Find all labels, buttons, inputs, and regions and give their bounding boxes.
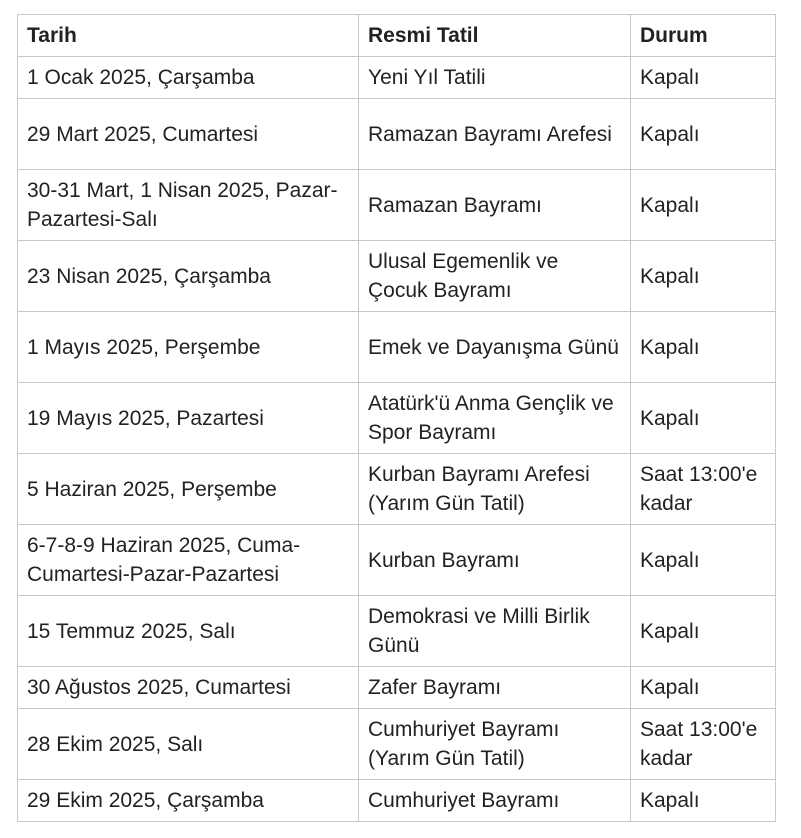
header-holiday: Resmi Tatil: [359, 15, 631, 57]
table-row: [18, 383, 776, 454]
table-row: [18, 99, 776, 170]
table-row: [18, 596, 776, 667]
date-cell: 5 Haziran 2025, Perşembe: [18, 454, 359, 525]
holiday-table-container: [17, 14, 776, 822]
table-header-row: [18, 15, 776, 57]
status-cell: Kapalı: [631, 525, 776, 596]
status-cell: Kapalı: [631, 383, 776, 454]
holiday-cell: Ramazan Bayramı: [359, 170, 631, 241]
table-row: [18, 780, 776, 822]
table-row: [18, 170, 776, 241]
date-cell: 28 Ekim 2025, Salı: [18, 709, 359, 780]
table-body: [18, 57, 776, 822]
table-row: [18, 454, 776, 525]
holiday-table: [17, 14, 776, 822]
holiday-cell: Cumhuriyet Bayramı (Yarım Gün Tatil): [359, 709, 631, 780]
holiday-cell: Ramazan Bayramı Arefesi: [359, 99, 631, 170]
status-cell: Kapalı: [631, 57, 776, 99]
holiday-cell: Emek ve Dayanışma Günü: [359, 312, 631, 383]
header-status: Durum: [631, 15, 776, 57]
status-cell: Kapalı: [631, 170, 776, 241]
status-cell: Kapalı: [631, 780, 776, 822]
holiday-cell: Cumhuriyet Bayramı: [359, 780, 631, 822]
table-row: [18, 525, 776, 596]
status-cell: Saat 13:00'e kadar: [631, 709, 776, 780]
holiday-cell: Zafer Bayramı: [359, 667, 631, 709]
date-cell: 19 Mayıs 2025, Pazartesi: [18, 383, 359, 454]
date-cell: 15 Temmuz 2025, Salı: [18, 596, 359, 667]
date-cell: 29 Mart 2025, Cumartesi: [18, 99, 359, 170]
date-cell: 6-7-8-9 Haziran 2025, Cuma-Cumartesi-Pazar-Pazartesi: [18, 525, 359, 596]
date-cell: 23 Nisan 2025, Çarşamba: [18, 241, 359, 312]
status-cell: Kapalı: [631, 312, 776, 383]
status-cell: Kapalı: [631, 99, 776, 170]
table-row: [18, 667, 776, 709]
table-row: [18, 709, 776, 780]
holiday-cell: Yeni Yıl Tatili: [359, 57, 631, 99]
status-cell: Kapalı: [631, 667, 776, 709]
date-cell: 30-31 Mart, 1 Nisan 2025, Pazar-Pazartesi-Salı: [18, 170, 359, 241]
status-cell: Kapalı: [631, 596, 776, 667]
holiday-cell: Kurban Bayramı Arefesi (Yarım Gün Tatil): [359, 454, 631, 525]
table-row: [18, 241, 776, 312]
date-cell: 30 Ağustos 2025, Cumartesi: [18, 667, 359, 709]
date-cell: 29 Ekim 2025, Çarşamba: [18, 780, 359, 822]
holiday-cell: Ulusal Egemenlik ve Çocuk Bayramı: [359, 241, 631, 312]
date-cell: 1 Mayıs 2025, Perşembe: [18, 312, 359, 383]
holiday-cell: Demokrasi ve Milli Birlik Günü: [359, 596, 631, 667]
holiday-cell: Kurban Bayramı: [359, 525, 631, 596]
table-row: [18, 312, 776, 383]
status-cell: Saat 13:00'e kadar: [631, 454, 776, 525]
date-cell: 1 Ocak 2025, Çarşamba: [18, 57, 359, 99]
table-row: [18, 57, 776, 99]
holiday-cell: Atatürk'ü Anma Gençlik ve Spor Bayramı: [359, 383, 631, 454]
header-date: Tarih: [18, 15, 359, 57]
status-cell: Kapalı: [631, 241, 776, 312]
